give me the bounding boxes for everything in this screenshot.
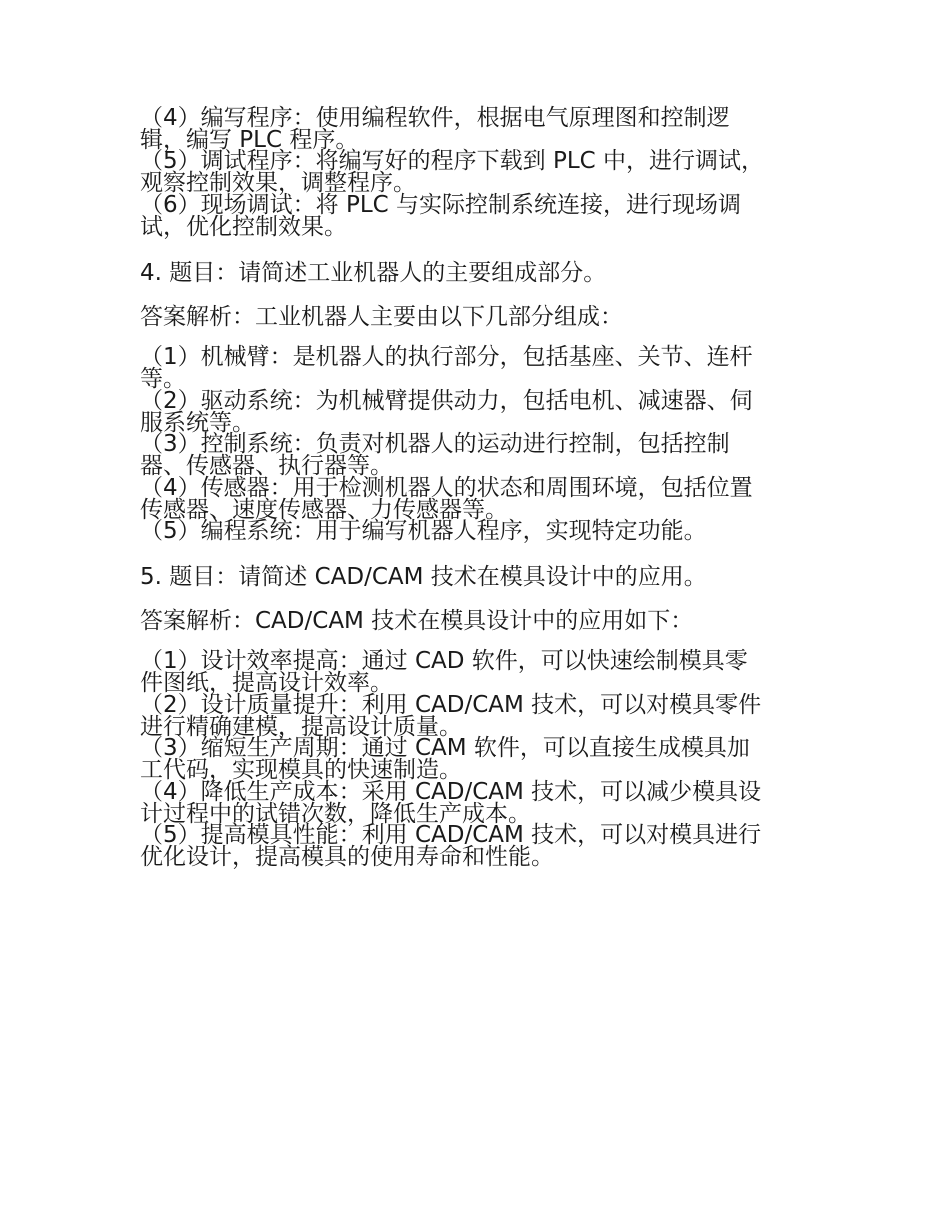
list-item bbox=[140, 150, 812, 194]
list-item-line: 优化设计，提高模具的使用寿命和性能。 bbox=[140, 844, 554, 870]
list-item-line: 件图纸，提高设计效率。 bbox=[140, 670, 393, 696]
list-item-line: （6）现场调试：将 PLC 与实际控制系统连接，进行现场调 bbox=[140, 192, 741, 218]
list-item-line: （1）机械臂：是机器人的执行部分，包括基座、关节、连杆 bbox=[140, 344, 753, 370]
list-item-line: 观察控制效果，调整程序。 bbox=[140, 170, 416, 196]
list-item bbox=[140, 346, 812, 390]
list-item-line: 工代码，实现模具的快速制造。 bbox=[140, 757, 462, 783]
list-item bbox=[140, 107, 812, 151]
list-item-line: 进行精确建模，提高设计质量。 bbox=[140, 714, 462, 740]
list-item bbox=[140, 194, 812, 238]
list-item-line: （5）调试程序：将编写好的程序下载到 PLC 中，进行调试， bbox=[140, 148, 764, 174]
list-item-line: （5）编程系统：用于编写机器人程序，实现特定功能。 bbox=[140, 518, 707, 544]
list-item-line: （4）降低生产成本：采用 CAD/CAM 技术，可以减少模具设 bbox=[140, 779, 762, 805]
list-item bbox=[140, 477, 812, 521]
list-item-line: （2）驱动系统：为机械臂提供动力，包括电机、减速器、伺 bbox=[140, 388, 753, 414]
list-item-line: （3）控制系统：负责对机器人的运动进行控制，包括控制 bbox=[140, 431, 730, 457]
list-item-line: 试，优化控制效果。 bbox=[140, 214, 347, 240]
list-item bbox=[140, 650, 812, 694]
list-item-line: 等。 bbox=[140, 366, 186, 392]
list-item-line: 辑，编写 PLC 程序。 bbox=[140, 127, 359, 153]
list-item-line: 传感器、速度传感器、力传感器等。 bbox=[140, 497, 508, 523]
list-item-line: 计过程中的试错次数，降低生产成本。 bbox=[140, 801, 531, 827]
question-heading: 4. 题目：请简述工业机器人的主要组成部分。 bbox=[140, 260, 607, 286]
question-heading: 5. 题目：请简述 CAD/CAM 技术在模具设计中的应用。 bbox=[140, 564, 707, 590]
list-item bbox=[140, 390, 812, 434]
list-item bbox=[140, 737, 812, 781]
list-item-line: （2）设计质量提升：利用 CAD/CAM 技术，可以对模具零件 bbox=[140, 692, 762, 718]
list-item bbox=[140, 824, 812, 868]
list-item bbox=[140, 520, 812, 542]
list-item-line: （1）设计效率提高：通过 CAD 软件，可以快速绘制模具零 bbox=[140, 648, 748, 674]
list-item-line: （4）编写程序：使用编程软件，根据电气原理图和控制逻 bbox=[140, 105, 730, 131]
list-item-line: （5）提高模具性能：利用 CAD/CAM 技术，可以对模具进行 bbox=[140, 822, 762, 848]
answer-intro: 答案解析：CAD/CAM 技术在模具设计中的应用如下： bbox=[140, 608, 694, 634]
list-item-line: （4）传感器：用于检测机器人的状态和周围环境，包括位置 bbox=[140, 475, 753, 501]
list-item bbox=[140, 781, 812, 825]
answer-intro: 答案解析：工业机器人主要由以下几部分组成： bbox=[140, 304, 623, 330]
list-item-line: 服系统等。 bbox=[140, 410, 255, 436]
list-item-line: 器、传感器、执行器等。 bbox=[140, 453, 393, 479]
list-item bbox=[140, 433, 812, 477]
list-item-line: （3）缩短生产周期：通过 CAM 软件，可以直接生成模具加 bbox=[140, 735, 750, 761]
list-item bbox=[140, 694, 812, 738]
